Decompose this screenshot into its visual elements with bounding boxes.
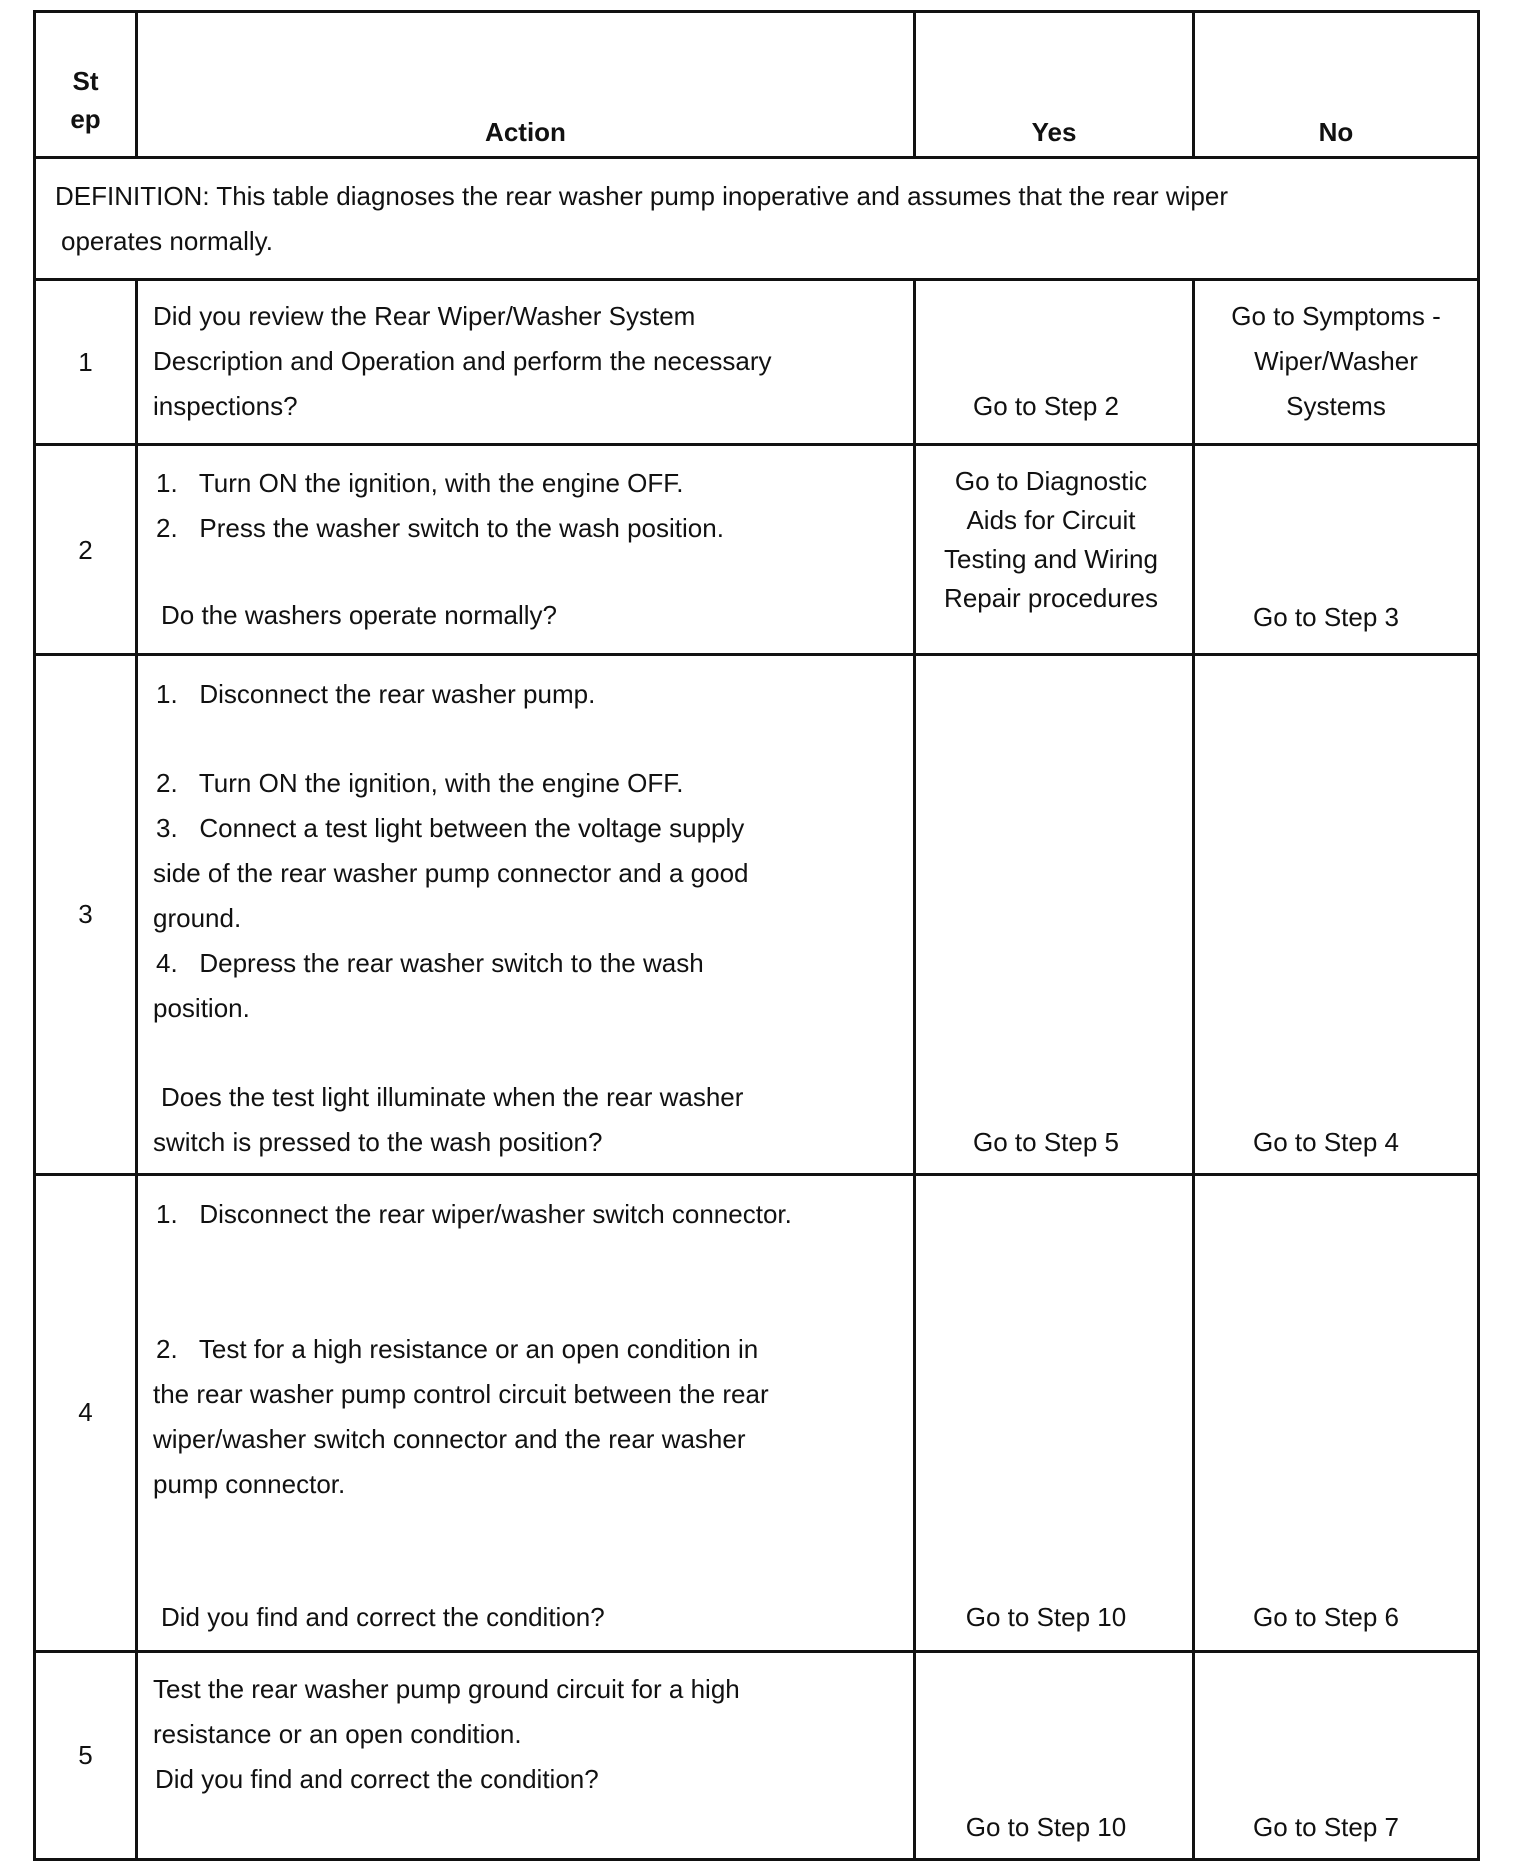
row-divider-4 [33,1650,1480,1653]
header-action: Action [485,117,566,147]
yes-outcome: Go to Step 2 [973,391,1119,421]
yes-line: Go to Diagnostic [954,466,1148,496]
step-number: 4 [78,1397,93,1427]
action-item: 3. Connect a test light between the voltage supply [156,813,745,843]
action-text [153,761,903,1031]
header-step [36,62,135,138]
action-text [156,461,906,551]
yes-outcome: Go to Step 10 [965,1602,1127,1632]
action-line: Test the rear washer pump ground circuit for a high [153,1674,740,1704]
no-outcome: Go to Step 6 [1253,1602,1399,1632]
no-outcome: Go to Step 3 [1253,602,1399,632]
definition-text [55,174,1465,264]
row-divider-1 [33,443,1480,446]
column-divider-yes [1192,10,1195,1861]
step-number: 1 [78,347,93,377]
no-line: Wiper/Washer [1254,346,1418,376]
definition-line-1: DEFINITION: This table diagnoses the rear washer pump inoperative and assumes that the rear wiper [55,181,1228,211]
yes-outcome [916,462,1186,618]
action-item: 2. Test for a high resistance or an open condition in [156,1334,759,1364]
row-divider-3 [33,1173,1480,1176]
table-border-bottom [33,1858,1480,1861]
action-text [153,1667,903,1802]
step-number: 5 [78,1740,93,1770]
row-divider-2 [33,653,1480,656]
column-divider-step [135,10,138,1861]
no-outcome [1195,294,1477,429]
action-item-continued: the rear washer pump control circuit between the rear [153,1379,769,1409]
action-line: resistance or an open condition. [153,1719,522,1749]
table-border-top [33,10,1480,13]
yes-line: Repair procedures [944,583,1158,613]
no-line: Systems [1286,391,1386,421]
row-divider-definition [33,278,1480,281]
action-item: 1. Disconnect the rear washer pump. [156,679,596,709]
action-item-continued: ground. [153,903,242,933]
definition-line-2: operates normally. [61,226,273,256]
header-step-line2: ep [70,104,101,134]
yes-outcome: Go to Step 5 [973,1127,1119,1157]
no-line: Go to Symptoms - [1231,301,1441,331]
table-border-right [1477,10,1480,1861]
action-item-continued: side of the rear washer pump connector and a good [153,858,749,888]
yes-line: Aids for Circuit [966,505,1136,535]
action-item-continued: position. [153,993,250,1023]
action-item: 4. Depress the rear washer switch to the wash [156,948,704,978]
step-number: 2 [78,535,93,565]
action-text [156,1192,906,1237]
action-question: Do the washers operate normally? [161,600,557,630]
header-step-line1: St [72,66,99,96]
column-divider-action [913,10,916,1861]
action-text [156,672,906,717]
action-line: Did you review the Rear Wiper/Washer System [153,301,696,331]
header-no: No [1318,117,1354,147]
action-line: Description and Operation and perform the necessary [153,346,772,376]
diagnostic-table [33,10,1480,1861]
action-line: inspections? [153,391,298,421]
action-item-continued: wiper/washer switch connector and the rear washer [153,1424,746,1454]
step-number: 3 [78,899,93,929]
no-outcome: Go to Step 7 [1253,1812,1399,1842]
action-item: 1. Disconnect the rear wiper/washer switch connector. [156,1199,792,1229]
action-item: 1. Turn ON the ignition, with the engine OFF. [156,468,684,498]
action-item-continued: pump connector. [153,1469,346,1499]
action-item: 2. Press the washer switch to the wash position. [156,513,724,543]
yes-line: Testing and Wiring [944,544,1158,574]
action-text [153,294,903,429]
no-outcome: Go to Step 4 [1253,1127,1399,1157]
action-line: Did you find and correct the condition? [155,1764,599,1794]
action-question: Did you find and correct the condition? [161,1602,605,1632]
yes-outcome: Go to Step 10 [965,1812,1127,1842]
action-question [153,1075,903,1165]
action-text [153,1327,903,1507]
header-yes: Yes [1031,117,1077,147]
question-line: Does the test light illuminate when the rear washer [161,1082,744,1112]
action-item: 2. Turn ON the ignition, with the engine OFF. [156,768,684,798]
question-line: switch is pressed to the wash position? [153,1127,603,1157]
